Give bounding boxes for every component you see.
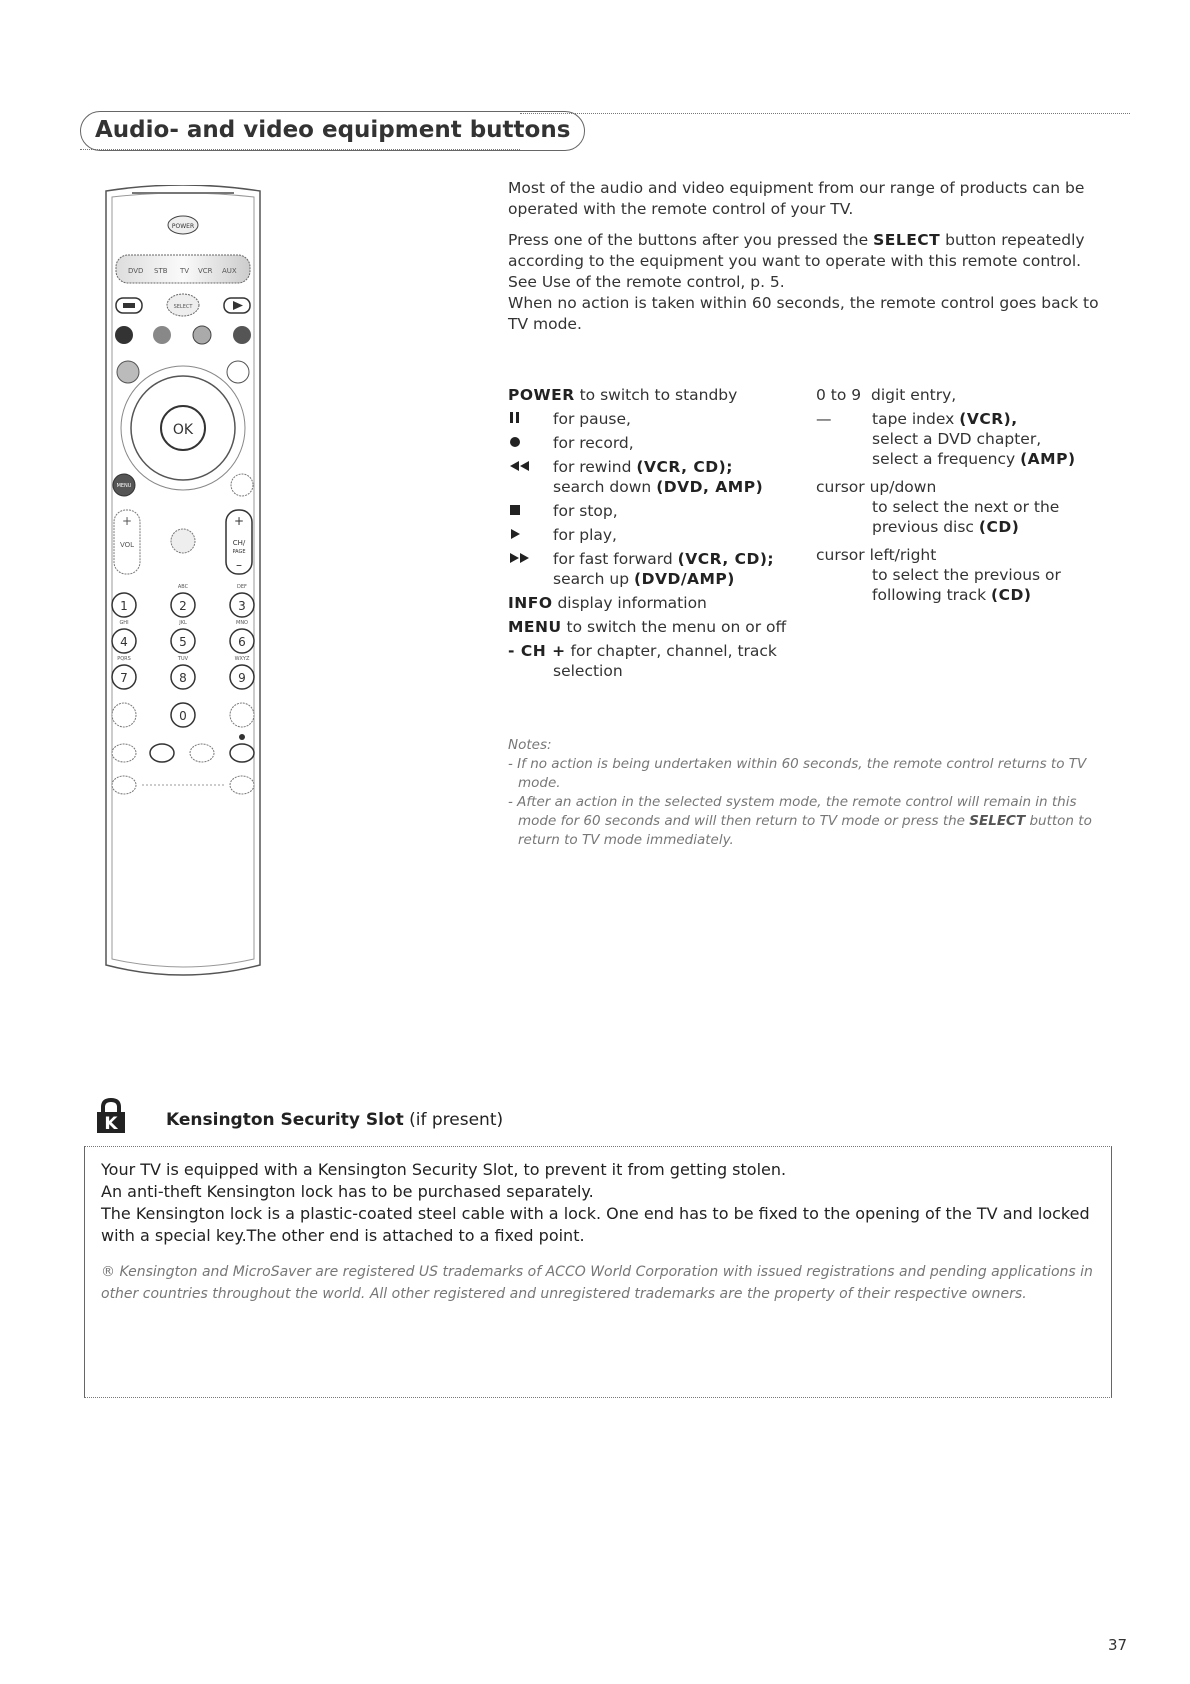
svg-text:TUV: TUV [177, 656, 189, 662]
remote-channel-rocker [226, 510, 252, 574]
section-header [80, 108, 1130, 152]
section-title: Audio- and video equipment buttons [80, 111, 585, 151]
svg-text:ABC: ABC [177, 584, 189, 590]
play-entry: for play, [508, 525, 808, 545]
remote-volume-rocker [114, 510, 140, 574]
svg-text:7: 7 [120, 671, 128, 685]
dash-entry: — tape index (VCR), select a DVD chapter, select a frequency (AMP) [816, 410, 1076, 468]
cursor-left-right-entry: cursor left/right to select the previous or following track (CD) [816, 546, 1061, 604]
svg-text:9: 9 [238, 671, 246, 685]
kensington-trademark-note: ® Kensington and MicroSaver are registered US trademarks of ACCO World Corporation with issued registrations and pending applications in other countries throughout the world. All other registered and unregistered trademarks are the property of their respective owners. [101, 1264, 1093, 1302]
svg-text:WXYZ: WXYZ [234, 656, 250, 662]
page-number: 37 [1108, 1636, 1128, 1654]
svg-text:GHI: GHI [119, 620, 129, 626]
svg-text:6: 6 [238, 635, 246, 649]
channel-entry: - CH + for chapter, channel, track selection [508, 642, 777, 680]
pause-entry: for pause, [508, 409, 808, 429]
svg-text:POWER: POWER [171, 223, 195, 230]
svg-text:OK: OK [172, 422, 194, 438]
svg-text:4: 4 [120, 635, 128, 649]
svg-text:VOL: VOL [119, 541, 135, 549]
rewind-icon [508, 457, 548, 477]
remote-control-illustration [102, 185, 264, 985]
cursor-up-down-entry: cursor up/down to select the next or the previous disc (CD) [816, 478, 1060, 536]
kensington-lock-icon [96, 1098, 126, 1134]
svg-text:AUX: AUX [222, 267, 237, 275]
svg-text:SELECT: SELECT [173, 304, 193, 310]
button-list-left [508, 385, 808, 685]
info-entry: INFO display information [508, 594, 707, 612]
intro-paragraph-2: Press one of the buttons after you pressed the SELECT button repeatedly according to the equipment you want to operate with this remote control. See Use of the remote control, p. 5. [508, 231, 1085, 291]
remote-power-button [168, 216, 198, 234]
digit-entry: 0 to 9 digit entry, [816, 386, 957, 404]
kensington-title: Kensington Security Slot (if present) [166, 1110, 504, 1130]
svg-text:TV: TV [180, 267, 190, 275]
svg-text:2: 2 [179, 599, 187, 613]
header-rule [520, 113, 1130, 114]
note-1: - If no action is being undertaken within 60 seconds, the remote control returns to TV mode. [508, 756, 1087, 791]
fast-forward-icon [508, 549, 548, 569]
svg-text:JKL: JKL [179, 620, 187, 626]
kensington-line-2: An anti-theft Kensington lock has to be purchased separately. [101, 1182, 594, 1201]
menu-entry: MENU to switch the menu on or off [508, 618, 787, 636]
svg-text:DVD: DVD [128, 267, 144, 275]
svg-text:–: – [236, 558, 242, 572]
remote-menu-button [113, 474, 135, 496]
svg-text:PQRS: PQRS [117, 656, 131, 662]
svg-text:3: 3 [238, 599, 246, 613]
svg-text:+: + [233, 514, 245, 528]
intro-text [508, 178, 1108, 345]
intro-paragraph-3: When no action is taken within 60 seconds, the remote control goes back to TV mode. [508, 294, 1099, 333]
pause-icon [508, 409, 548, 429]
note-2: - After an action in the selected system mode, the remote control will remain in this mode for 60 seconds and will then return to TV mode or press the SELECT button to return to TV mode immediately. [508, 794, 1092, 848]
svg-text:VCR: VCR [198, 267, 213, 275]
intro-paragraph-1: Most of the audio and video equipment from our range of products can be operated with the remote control of your TV. [508, 179, 1085, 218]
record-entry: for record, [508, 433, 808, 453]
svg-text:0: 0 [179, 709, 187, 723]
kensington-line-3: The Kensington lock is a plastic-coated steel cable with a lock. One end has to be fixed to the opening of the TV and locked with a special key.The other end is attached to a fixed point. [101, 1204, 1090, 1245]
record-icon [508, 433, 548, 453]
notes-label: Notes: [508, 737, 552, 753]
svg-text:CH/: CH/ [232, 539, 246, 547]
kensington-line-1: Your TV is equipped with a Kensington Security Slot, to prevent it from getting stolen. [101, 1160, 787, 1179]
rewind-entry: for rewind (VCR, CD); search down (DVD, AMP) [508, 457, 808, 497]
stop-icon [508, 501, 548, 521]
svg-text:1: 1 [120, 599, 128, 613]
svg-text:DEF: DEF [237, 584, 247, 590]
fast-forward-entry: for fast forward (VCR, CD); search up (DVD/AMP) [508, 549, 808, 589]
svg-text:K: K [104, 1114, 118, 1134]
notes [508, 736, 1118, 850]
play-icon [508, 525, 548, 545]
kensington-box [84, 1146, 1112, 1398]
svg-text:+: + [121, 514, 133, 528]
button-list-right [816, 385, 1116, 609]
svg-text:5: 5 [179, 635, 187, 649]
svg-text:PAGE: PAGE [232, 549, 246, 555]
svg-text:MNO: MNO [236, 620, 248, 626]
svg-text:STB: STB [154, 267, 168, 275]
power-entry: POWER to switch to standby [508, 386, 738, 404]
remote-mode-selector [116, 255, 250, 283]
svg-text:MENU: MENU [116, 483, 132, 489]
svg-text:8: 8 [179, 671, 187, 685]
stop-entry: for stop, [508, 501, 808, 521]
